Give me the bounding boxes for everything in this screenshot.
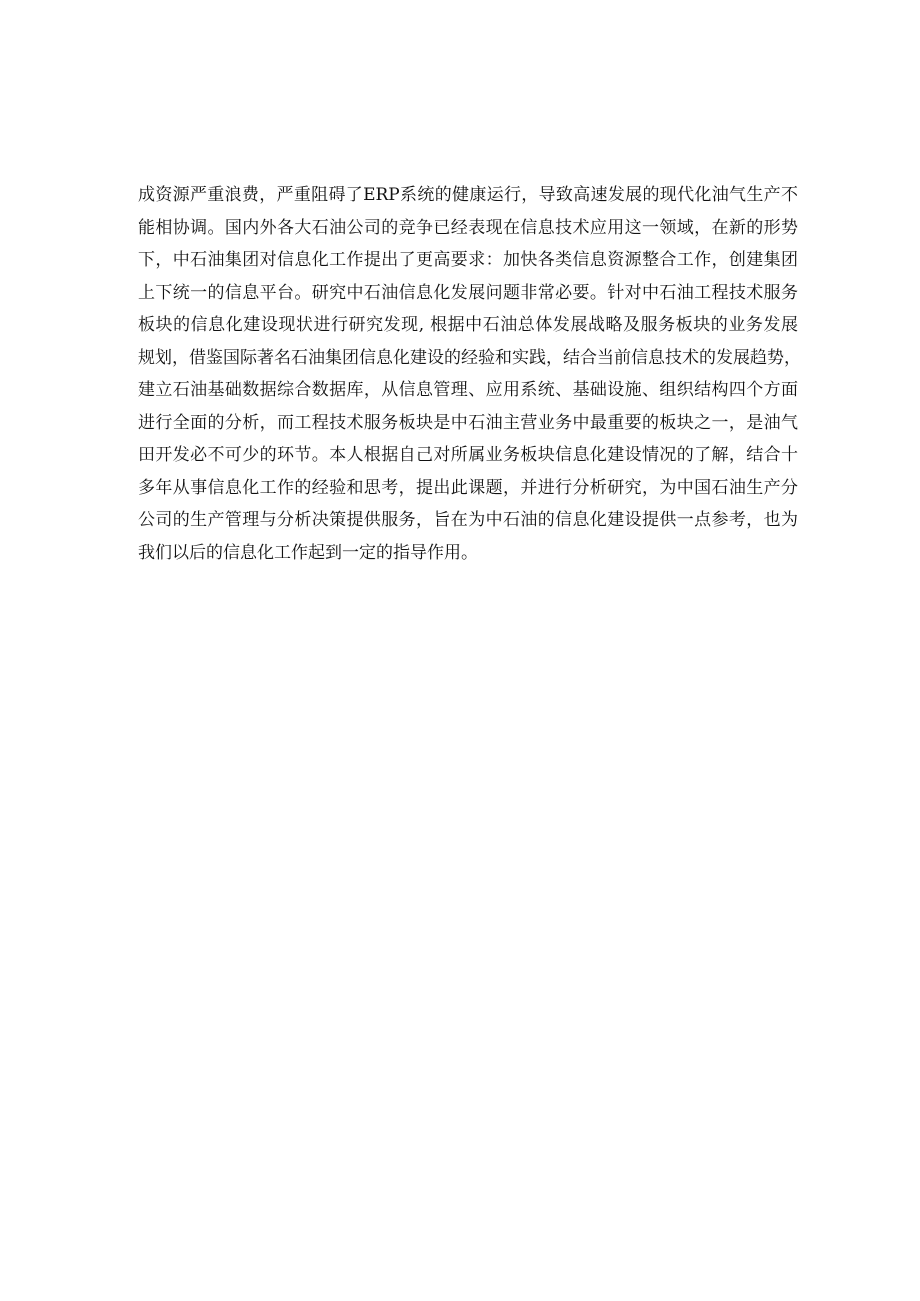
paragraph-line-2: 能相协调。国内外各大石油公司的竞争已经表现在信息技术应用这一领域，在新的形势 (138, 217, 798, 238)
paragraph-line-11: 公司的生产管理与分析决策提供服务，旨在为中石油的信息化建设提供一点参考，也为 (138, 510, 798, 530)
paragraph-line-3: 下，中石油集团对信息化工作提出了更高要求：加快各类信息资源整合工作，创建集团 (138, 250, 798, 270)
paragraph-line-9: 田开发必不可少的环节。本人根据自己对所属业务板块信息化建设情况的了解，结合十 (138, 445, 798, 465)
paragraph-line-5: 板块的信息化建设现状进行研究发现, 根据中石油总体发展战略及服务板块的业务发展 (138, 315, 798, 335)
paragraph-line-10: 多年从事信息化工作的经验和思考，提出此课题，并进行分析研究，为中国石油生产分 (138, 477, 798, 498)
paragraph-line-12: 我们以后的信息化工作起到一定的指导作用。 (138, 542, 478, 563)
paragraph-line-4: 上下统一的信息平台。研究中石油信息化发展问题非常必要。针对中石油工程技术服务 (138, 282, 798, 303)
paragraph-line-1: 成资源严重浪费，严重阻碍了ERP系统的健康运行，导致高速发展的现代化油气生产不 (138, 185, 798, 205)
body-paragraph (138, 179, 801, 569)
paragraph-line-8: 进行全面的分析，而工程技术服务板块是中石油主营业务中最重要的板块之一，是油气 (138, 412, 798, 433)
paragraph-line-6: 规划，借鉴国际著名石油集团信息化建设的经验和实践，结合当前信息技术的发展趋势， (138, 347, 801, 368)
paragraph-line-7: 建立石油基础数据综合数据库，从信息管理、应用系统、基础设施、组织结构四个方面 (138, 380, 798, 400)
